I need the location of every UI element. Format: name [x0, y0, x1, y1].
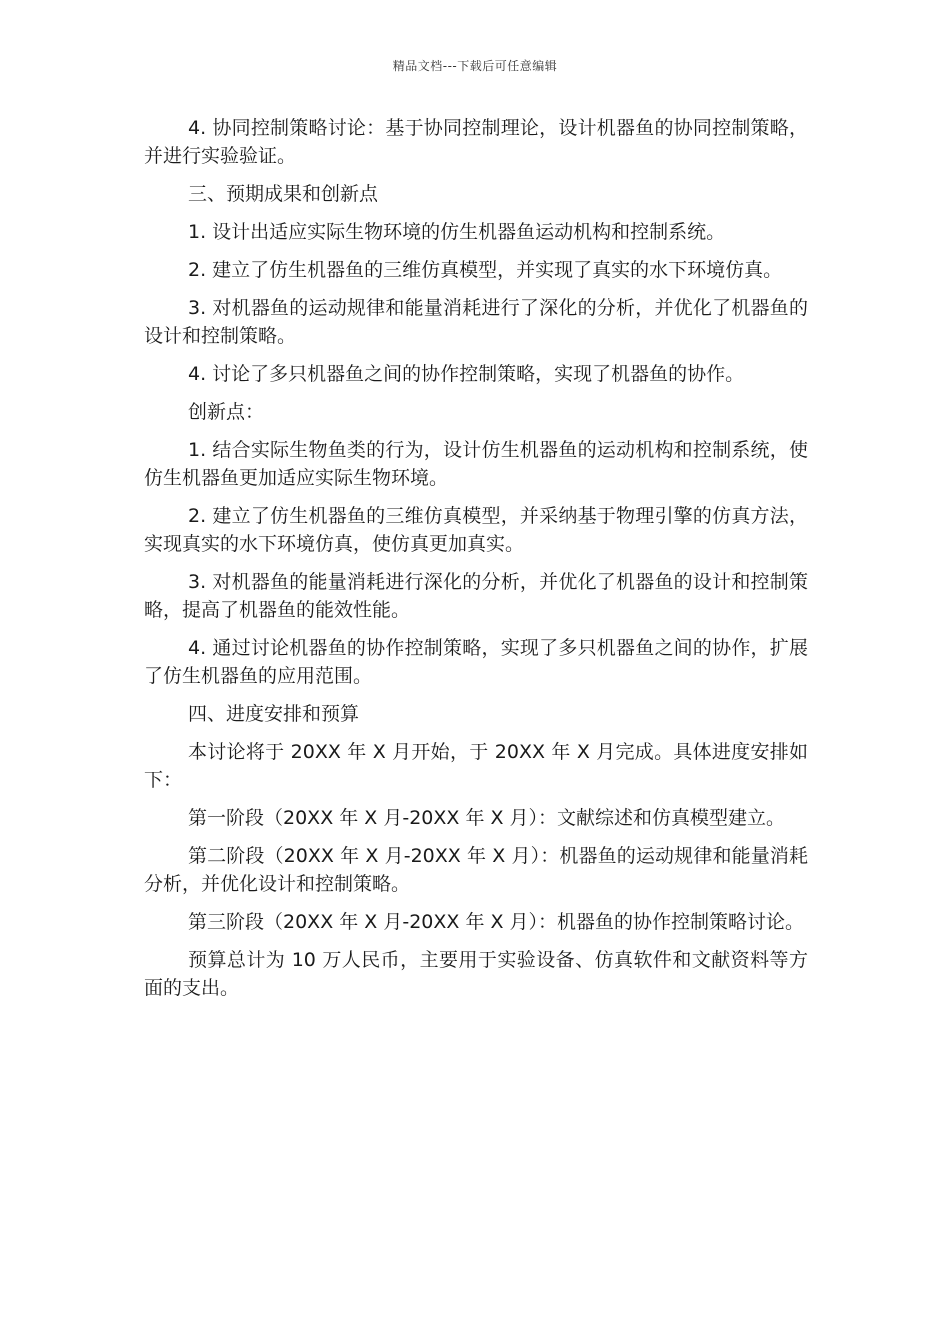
- document-body: [144, 114, 808, 1012]
- innovation-item-3: 3. 对机器鱼的能量消耗进行深化的分析，并优化了机器鱼的设计和控制策略，提高了机器鱼的能效性能。: [144, 571, 808, 621]
- innovation-item-2: 2. 建立了仿生机器鱼的三维仿真模型，并采纳基于物理引擎的仿真方法，实现真实的水下环境仿真，使仿真更加真实。: [144, 505, 808, 555]
- section-heading-3: 三、预期成果和创新点: [188, 183, 379, 205]
- outcome-item-3: 3. 对机器鱼的运动规律和能量消耗进行了深化的分析，并优化了机器鱼的设计和控制策略。: [144, 297, 808, 347]
- schedule-phase-1: 第一阶段（20XX 年 X 月-20XX 年 X 月）：文献综述和仿真模型建立。: [188, 807, 786, 829]
- schedule-phase-3: 第三阶段（20XX 年 X 月-20XX 年 X 月）：机器鱼的协作控制策略讨论。: [188, 911, 805, 933]
- schedule-intro: 本讨论将于 20XX 年 X 月开始，于 20XX 年 X 月完成。具体进度安排如下：: [144, 741, 808, 791]
- page-header: 精品文档---下载后可任意编辑: [392, 59, 558, 73]
- section-heading-4: 四、进度安排和预算: [188, 703, 360, 725]
- innovation-item-1: 1. 结合实际生物鱼类的行为，设计仿生机器鱼的运动机构和控制系统，使仿生机器鱼更加适应实际生物环境。: [144, 439, 808, 489]
- outcome-item-1: 1. 设计出适应实际生物环境的仿生机器鱼运动机构和控制系统。: [188, 221, 726, 243]
- innovation-heading: 创新点：: [188, 401, 265, 423]
- outcome-item-2: 2. 建立了仿生机器鱼的三维仿真模型，并实现了真实的水下环境仿真。: [188, 259, 783, 281]
- schedule-phase-2: 第二阶段（20XX 年 X 月-20XX 年 X 月）：机器鱼的运动规律和能量消耗分析，并优化设计和控制策略。: [144, 845, 808, 895]
- budget-paragraph: 预算总计为 10 万人民币，主要用于实验设备、仿真软件和文献资料等方面的支出。: [144, 949, 808, 999]
- paragraph-strategy-4: 4. 协同控制策略讨论：基于协同控制理论，设计机器鱼的协同控制策略，并进行实验验证。: [144, 117, 808, 167]
- innovation-item-4: 4. 通过讨论机器鱼的协作控制策略，实现了多只机器鱼之间的协作，扩展了仿生机器鱼的应用范围。: [144, 637, 808, 687]
- outcome-item-4: 4. 讨论了多只机器鱼之间的协作控制策略，实现了机器鱼的协作。: [188, 363, 745, 385]
